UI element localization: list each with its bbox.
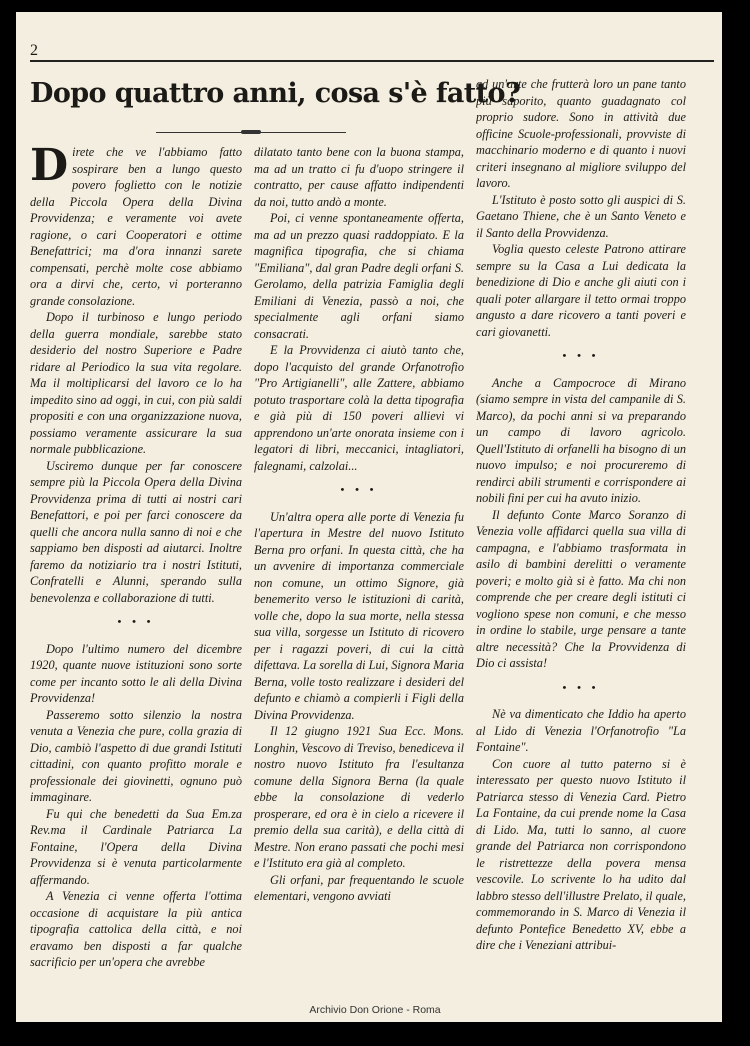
- section-separator: • • •: [562, 681, 600, 694]
- section-separator: • • •: [340, 484, 378, 496]
- paragraph: Con cuore al tutto paterno si è interessato per questo nuovo Istituto il Patriarca stesso di Venezia Card. Pietro La Fontaine, da cui prende nome la Casa di Lido. Ma, tutti lo sanno, al cuore grande del Patriarca non corrispondono le ristrettezze della povera mensa vescovile. Lo scrivente lo ha udito dal labbro stesso dell'illustre Prelato, il quale, commemorando in S. Marco di Venezia il defunto Pontefice Benedetto XV, ebbe a dire che i Veneziani attribui-: [476, 756, 686, 952]
- paragraph: [30, 144, 242, 309]
- title-ornament: [156, 132, 346, 133]
- paragraph: Gli orfani, par frequentando le scuole elementari, vengono avviati: [254, 872, 464, 903]
- drop-cap: D: [30, 144, 69, 191]
- paragraph: Usciremo dunque per far conoscere sempre più la Piccola Opera della Divina Provvidenza prima di tutti ai nostri cari Benefattori, e poi per farci conoscere da quelli che ancora nulla sanno di noi e che sappiamo ben disposti ad aiutarci. Inoltre faremo da notiziario tra i nostri Istituti, Confratelli e Alunni, sperando sulla benevolenza e collaborazione di tutti.: [30, 458, 242, 605]
- paragraph: Il defunto Conte Marco Soranzo di Venezia volle affidarci quella sua villa di campagna, e l'abbiamo trasformata in asilo di bambini derelitti o veramente poveri; e molto già si è fatto. Ma chi non comprende che per creare degli istituti ci vogliono spese non comuni, e che messo in ordine lo stabile, urge pensare a tante altre necessità? Che la Provvidenza di Dio ci assista!: [476, 507, 686, 670]
- column-2: [254, 144, 464, 1014]
- page-number: 2: [30, 42, 38, 59]
- paragraph: Voglia questo celeste Patrono attirare sempre su la Casa a Lui dedicata la benedizione di Dio e anche gli aiuti con i quali poter allargare il tetto ormai troppo angusto a dare ricovero a tanti poveri e cari giovanetti.: [476, 242, 686, 339]
- paragraph: Nè va dimenticato che Iddio ha aperto al Lido di Venezia l'Orfanotrofio "La Fontaine".: [476, 707, 686, 754]
- paragraph: E la Provvidenza ci aiutò tanto che, dopo l'acquisto del grande Orfanotrofio "Pro Artigianelli", alle Zattere, abbiamo potuto trasportare colà la detta tipografia e già più di 150 poveri allievi vi apprendono un'arte onorata insieme con i legatori di libri, meccanici, intagliatori, falegnami, calzolai...: [254, 343, 464, 473]
- header-rule: [30, 60, 714, 62]
- paragraph-text: irete che ve l'abbiamo fatto sospirare ben a lungo questo povero foglietto con le notizie della Piccola Opera della Divina Provvidenza; e veramente voi avete ragione, o cari Cooperatori e ottime Benefattrici; ma d'ora innanzi sarete compensati, perchè molte cose abbiamo ora a dirvi che, certo, vi porteranno grande consolazione.: [30, 145, 242, 308]
- paragraph: Anche a Campocroce di Mirano (siamo sempre in vista del campanile di S. Marco), da pochi anni si va preparando un campo di lavoro agricolo. Quell'Istituto di orfanelli ha bisogno di un nuovo impulso; e noi procureremo di rendirci abili strumenti e corrispondere ai nobili fini per cui ha avuto inizio.: [476, 375, 686, 505]
- paragraph: ad un'arte che frutterà loro un pane tanto più saporito, quanto guadagnato col proprio sudore. Sono in attività due officine Scuole-professionali, provviste di macchinario moderno e di quanto i nuovi criteri insegnano al migliore sviluppo del lavoro.: [476, 77, 686, 190]
- paragraph: Poi, ci venne spontaneamente offerta, ma ad un prezzo quasi raddoppiato. E la magnifica tipografia, che si chiama "Emiliana", dal gran Padre degli orfani S. Gerolamo, della patrizia Famiglia degli Emiliani di Venezia, passò a noi, che specialmente agli orfani siamo consacrati.: [254, 211, 464, 341]
- column-3: [476, 76, 686, 1014]
- paragraph: L'Istituto è posto sotto gli auspici di S. Gaetano Thiene, che è un Santo Veneto e il Santo della Provvidenza.: [476, 192, 686, 240]
- section-separator: • • •: [117, 616, 155, 628]
- column-1: [30, 144, 242, 1014]
- section-separator: • • •: [562, 350, 600, 362]
- paragraph: Dopo il turbinoso e lungo periodo della guerra mondiale, sarebbe stato desiderio del nostro Superiore e Padre ridare al Periodico la sua vita regolare. Ma il moltiplicarsi del lavoro ce lo ha impedito sino ad oggi, in cui, con più saldi propositi e con una organizzazione nuova, possiamo veramente assicurare la sua normale pubblicazione.: [30, 310, 242, 456]
- archive-credit: Archivio Don Orione - Roma: [309, 1004, 441, 1016]
- paragraph: Un'altra opera alle porte di Venezia fu l'apertura in Mestre del nuovo Istituto Berna pro orfani. In questa città, che ha un avvenire di importanza commerciale non comune, un ottimo Signore, già benemerito verso le istituzioni di carità, volle che, dopo la sua morte, nella stessa sua villa, sorgesse un Istituto di ricovero per i ragazzi poveri, di cui la città difettava. La sorella di Lui, Signora Maria Berna, volle tosto realizzare i desideri del defunto e chiamò a compierli i Figli della Divina Provvidenza.: [254, 509, 464, 722]
- paragraph: A Venezia ci venne offerta l'ottima occasione di acquistare la più antica tipografia cattolica della città, e noi eravamo ben disposti a far qualche sacrificio per un'opera che avrebbe: [30, 889, 242, 969]
- newspaper-page: [16, 12, 722, 1022]
- article-title: Dopo quattro anni, cosa s'è fatto?: [30, 78, 521, 109]
- paragraph: Dopo l'ultimo numero del dicembre 1920, quante nuove istituzioni sono sorte come per incanto sotto le ali della Divina Provvidenza!: [30, 641, 242, 705]
- paragraph: dilatato tanto bene con la buona stampa, ma ad un tratto ci fu d'uopo stringere il contratto, per cause affatto indipendenti da noi, tutto andò a monte.: [254, 145, 464, 209]
- paragraph: Il 12 giugno 1921 Sua Ecc. Mons. Longhin, Vescovo di Treviso, benediceva il nostro nuovo Istituto fra l'esultanza comune della Signora Berna (la quale ebbe la consolazione di vederlo prosperare, ed ora è in cielo a ricevere il premio della sua carità), e della città di Mestre. Non erano passati che pochi mesi e l'Istituto era già al completo.: [254, 724, 464, 870]
- paragraph: Fu qui che benedetti da Sua Em.za Rev.ma il Cardinale Patriarca La Fontaine, l'Opera della Divina Provvidenza si è venuta particolarmente affermando.: [30, 806, 242, 887]
- paragraph: Passeremo sotto silenzio la nostra venuta a Venezia che pure, colla grazia di Dio, cambiò l'aspetto di due grandi Istituti cittadini, con quanto profitto morale e professionale dei giovinetti, ognuno può immaginare.: [30, 707, 242, 804]
